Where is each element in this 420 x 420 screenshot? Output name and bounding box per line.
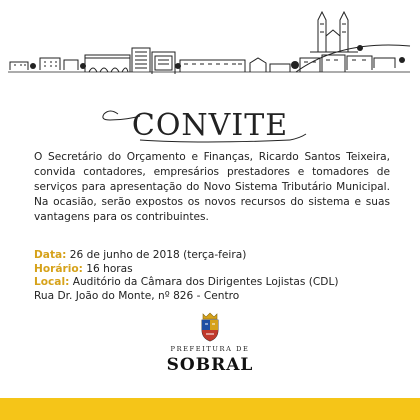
address-value: Rua Dr. João do Monte, nº 826 - Centro [34, 289, 240, 302]
place-row [34, 276, 390, 290]
time-value: 16 horas [86, 262, 133, 275]
place-label: Local: [34, 276, 70, 289]
date-value: 26 de junho de 2018 (terça-feira) [69, 249, 247, 261]
invitation-text: O Secretário do Orçamento e Finanças, Ricardo Santos Teixeira, convida contadores, empresários prestadores e tomadores de serviços para apresentação do Novo Sistema Tributário Municipal. Na ocasião, serão expostos os novos recursos do sistema e suas vantagens para os contribuintes. [34, 151, 390, 223]
time-label: Horário: [34, 262, 83, 275]
logo-prefix-text: PREFEITURA DE [170, 345, 250, 353]
footer-yellow-bar [0, 398, 420, 420]
address-row [34, 290, 390, 304]
coat-of-arms-icon [198, 312, 222, 342]
time-row [34, 263, 390, 277]
page-title: CONVITE [131, 108, 289, 143]
event-details [34, 249, 390, 303]
logo-city-text: SOBRAL [166, 355, 254, 375]
prefeitura-logo [150, 312, 270, 394]
city-skyline-illustration [0, 0, 420, 100]
date-row [34, 249, 390, 263]
date-label: Data: [34, 249, 67, 261]
title-block [0, 100, 420, 148]
place-value: Auditório da Câmara dos Dirigentes Lojistas (CDL) [72, 276, 339, 289]
